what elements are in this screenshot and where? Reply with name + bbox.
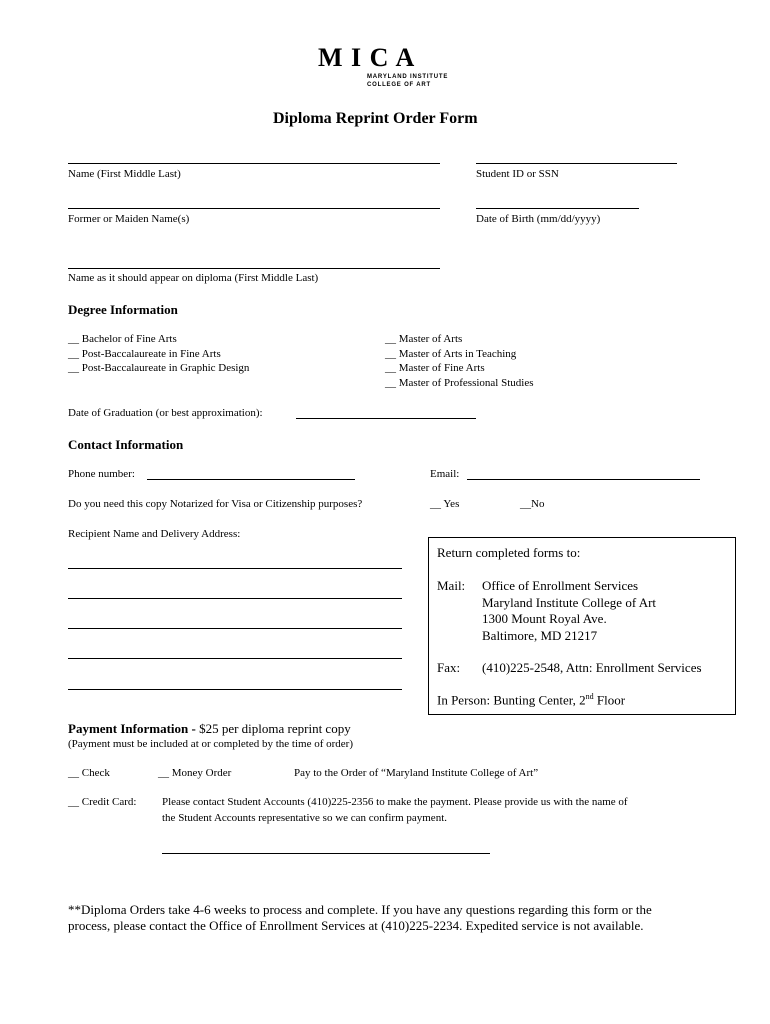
- degree-option-mfa[interactable]: __ Master of Fine Arts: [385, 362, 485, 374]
- payment-money-order-option[interactable]: __ Money Order: [158, 767, 232, 779]
- credit-card-text-2: the Student Accounts representative so we can confirm payment.: [162, 812, 447, 824]
- in-person-prefix: In Person: Bunting Center, 2: [437, 692, 586, 708]
- contact-heading: Contact Information: [68, 437, 184, 452]
- recipient-label: Recipient Name and Delivery Address:: [68, 528, 241, 540]
- phone-label: Phone number:: [68, 468, 135, 480]
- footer-note-line-2: process, please contact the Office of Enrollment Services at (410)225-2234. Expedited service is not available.: [68, 918, 644, 933]
- fax-value: (410)225-2548, Attn: Enrollment Services: [482, 660, 702, 675]
- former-name-label: Former or Maiden Name(s): [68, 213, 190, 225]
- representative-name-field-line[interactable]: [162, 853, 490, 854]
- payment-check-option[interactable]: __ Check: [68, 767, 110, 779]
- diploma-name-field-line[interactable]: [68, 268, 440, 269]
- logo-subtitle-1: MARYLAND INSTITUTE: [367, 74, 449, 80]
- mail-line-2: Maryland Institute College of Art: [482, 595, 657, 610]
- degree-option-postbac-gd[interactable]: __ Post-Baccalaureate in Graphic Design: [68, 362, 250, 374]
- degree-option-bfa[interactable]: __ Bachelor of Fine Arts: [68, 333, 177, 345]
- notarized-question: Do you need this copy Notarized for Visa or Citizenship purposes?: [68, 498, 363, 510]
- degree-option-mps[interactable]: __ Master of Professional Studies: [385, 377, 534, 389]
- payment-price: $25 per diploma reprint copy: [195, 721, 351, 736]
- in-person-text: [437, 692, 625, 708]
- pay-to-text: Pay to the Order of “Maryland Institute College of Art”: [294, 767, 539, 779]
- mail-line-1: Office of Enrollment Services: [482, 578, 639, 593]
- address-line-2[interactable]: [68, 598, 402, 599]
- dob-label: Date of Birth (mm/dd/yyyy): [476, 213, 601, 225]
- name-label: Name (First Middle Last): [68, 168, 181, 180]
- address-line-3[interactable]: [68, 628, 402, 629]
- graduation-date-label: Date of Graduation (or best approximation):: [68, 407, 263, 419]
- degree-option-mat[interactable]: __ Master of Arts in Teaching: [385, 348, 517, 360]
- student-id-label: Student ID or SSN: [476, 168, 559, 180]
- mica-logo: [318, 45, 415, 71]
- address-line-1[interactable]: [68, 568, 402, 569]
- payment-heading: Payment Information -: [68, 721, 196, 736]
- address-line-5[interactable]: [68, 689, 402, 690]
- in-person-suffix: Floor: [593, 692, 626, 708]
- name-field-line[interactable]: [68, 163, 440, 164]
- payment-heading-row: [68, 721, 351, 737]
- notarized-no-option[interactable]: __No: [520, 498, 545, 510]
- email-field-line[interactable]: [467, 479, 700, 480]
- phone-field-line[interactable]: [147, 479, 355, 480]
- degree-heading: Degree Information: [68, 302, 178, 317]
- logo-letters: M I C A: [318, 43, 416, 72]
- diploma-name-label: Name as it should appear on diploma (First Middle Last): [68, 272, 319, 284]
- return-box-title: Return completed forms to:: [437, 545, 581, 560]
- graduation-date-field-line[interactable]: [296, 418, 476, 419]
- mail-line-3: 1300 Mount Royal Ave.: [482, 611, 607, 626]
- in-person-sup: nd: [585, 692, 594, 701]
- credit-card-text-1: Please contact Student Accounts (410)225-2356 to make the payment. Please provide us with the name of: [162, 796, 628, 808]
- address-line-4[interactable]: [68, 658, 402, 659]
- footer-note-line-1: **Diploma Orders take 4-6 weeks to process and complete. If you have any questions regarding this form or the: [68, 902, 652, 917]
- notarized-yes-option[interactable]: __ Yes: [430, 498, 460, 510]
- former-name-field-line[interactable]: [68, 208, 440, 209]
- page-title: Diploma Reprint Order Form: [273, 110, 478, 127]
- fax-label: Fax:: [437, 660, 461, 675]
- logo-subtitle-2: COLLEGE OF ART: [367, 82, 431, 88]
- mail-label: Mail:: [437, 578, 466, 593]
- return-forms-box: [428, 537, 736, 715]
- dob-field-line[interactable]: [476, 208, 639, 209]
- payment-credit-card-option[interactable]: __ Credit Card:: [68, 796, 137, 808]
- degree-option-ma[interactable]: __ Master of Arts: [385, 333, 463, 345]
- degree-option-postbac-fa[interactable]: __ Post-Baccalaureate in Fine Arts: [68, 348, 221, 360]
- email-label: Email:: [430, 468, 460, 480]
- payment-note: (Payment must be included at or completed by the time of order): [68, 738, 354, 750]
- student-id-field-line[interactable]: [476, 163, 677, 164]
- mail-line-4: Baltimore, MD 21217: [482, 628, 598, 643]
